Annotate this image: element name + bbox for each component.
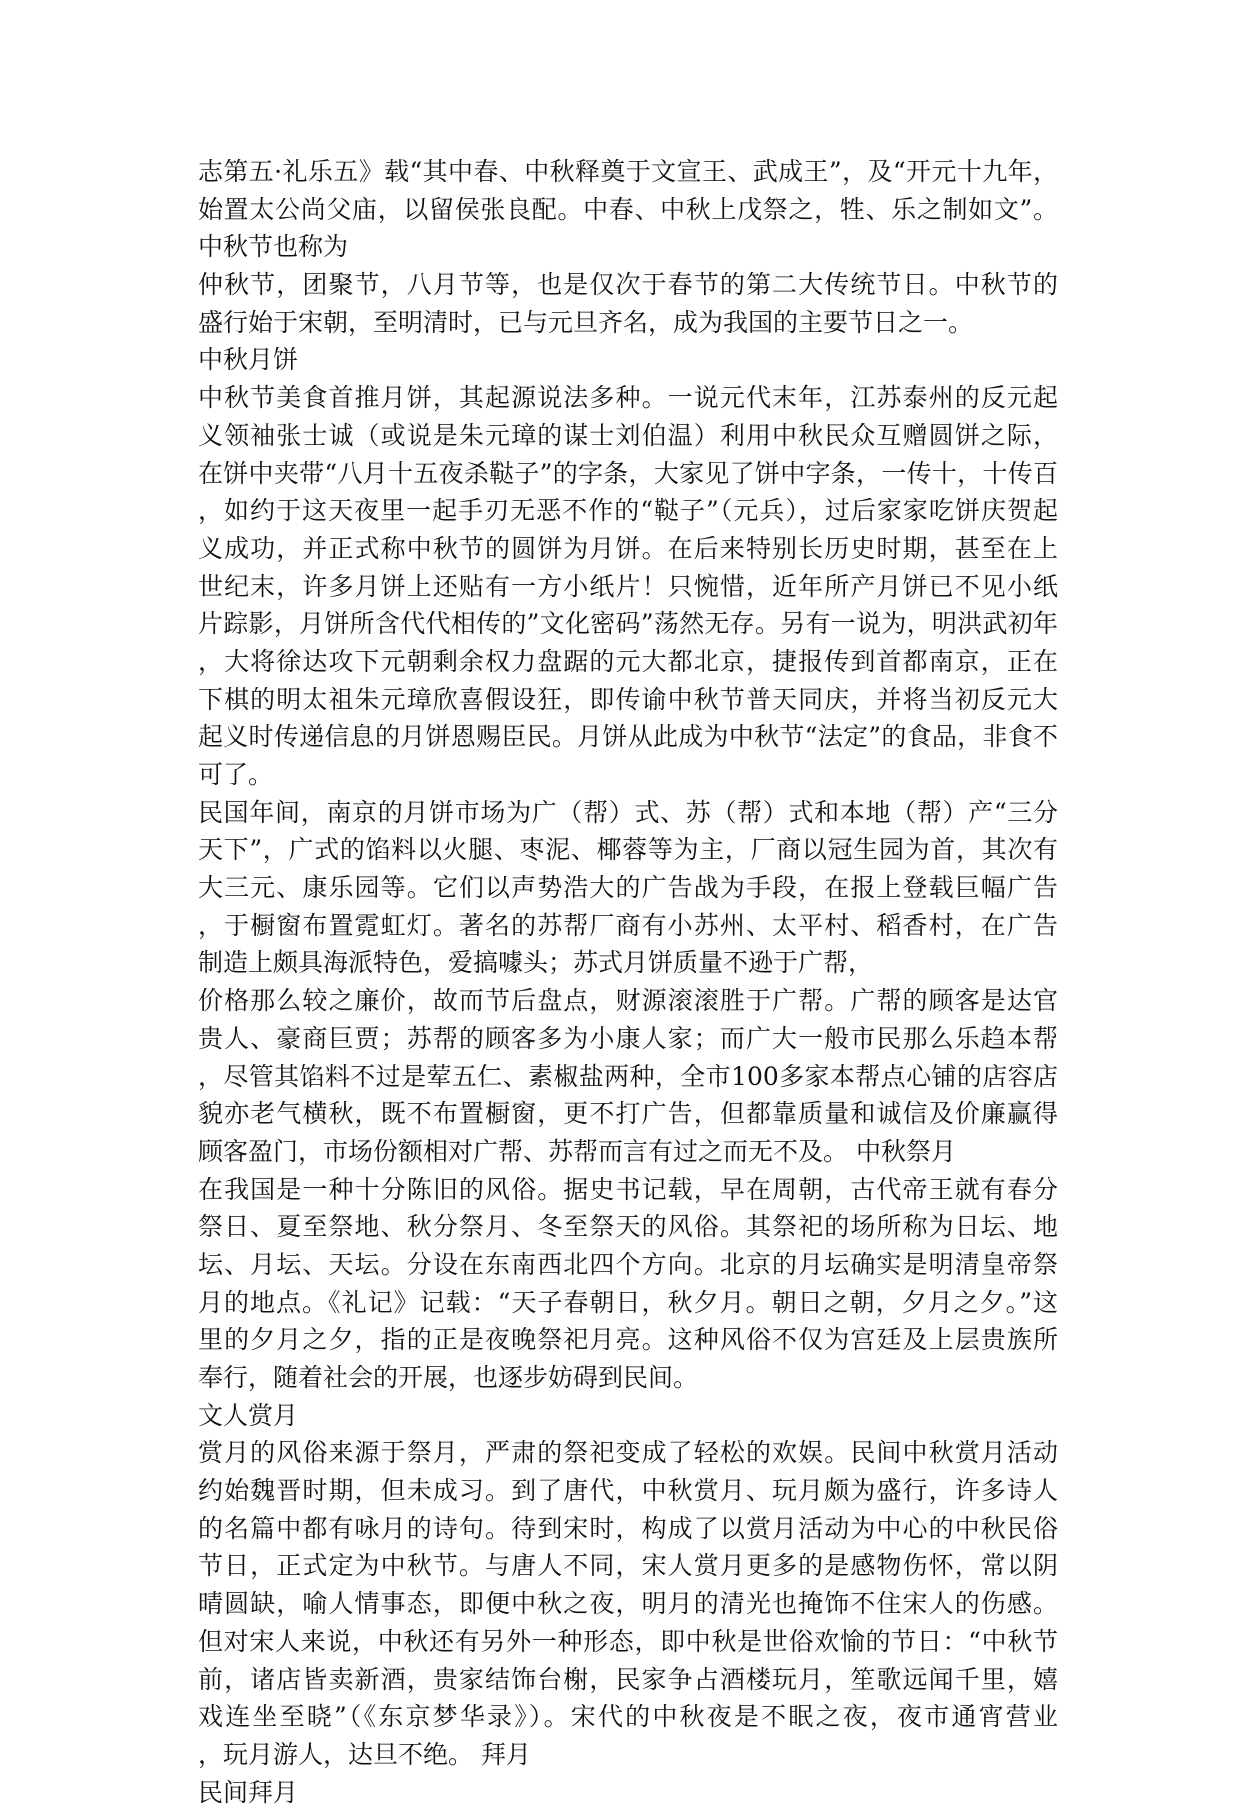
text-line: ，于橱窗布置霓虹灯。著名的苏帮厂商有小苏州、太平村、稻香村，在广告: [198, 910, 1058, 940]
text-line: 约始魏晋时期，但未成习。到了唐代，中秋赏月、玩月颇为盛行，许多诗人: [198, 1476, 1058, 1506]
text-line: 民国年间，南京的月饼市场为广（帮）式、苏（帮）式和本地（帮）产“三分: [198, 797, 1058, 827]
text-line: 天下”，广式的馅料以火腿、枣泥、椰蓉等为主，厂商以冠生园为首，其次有: [198, 835, 1058, 865]
text-line: 在饼中夹带“八月十五夜杀鞑子”的字条，大家见了饼中字条，一传十，十传百: [198, 458, 1058, 488]
text-line: 片踪影，月饼所含代代相传的”文化密码”荡然无存。另有一说为，明洪武初年: [198, 609, 1058, 639]
text-line: 贵人、豪商巨贾；苏帮的顾客多为小康人家；而广大一般市民那么乐趋本帮: [198, 1023, 1058, 1053]
text-line: ，如约于这天夜里一起手刃无恶不作的“鞑子”（元兵），过后家家吃饼庆贺起: [198, 496, 1058, 526]
text-line: 貌亦老气横秋，既不布置橱窗，更不打广告，但都靠质量和诚信及价廉赢得: [198, 1099, 1058, 1129]
text-line: 文人赏月: [198, 1400, 299, 1430]
text-line: 前，诸店皆卖新酒，贵家结饰台榭，民家争占酒楼玩月，笙歌远闻千里，嬉: [198, 1664, 1058, 1694]
text-line: ，大将徐达攻下元朝剩余权力盘踞的元大都北京，捷报传到首都南京，正在: [198, 646, 1058, 676]
text-line: 中秋月饼: [198, 345, 299, 375]
text-line: 里的夕月之夕，指的正是夜晚祭祀月亮。这种风俗不仅为宫廷及上层贵族所: [198, 1325, 1058, 1355]
text-line: 义领袖张士诚（或说是朱元璋的谋士刘伯温）利用中秋民众互赠圆饼之际，: [198, 420, 1058, 450]
text-line: 的名篇中都有咏月的诗句。待到宋时，构成了以赏月活动为中心的中秋民俗: [198, 1513, 1058, 1543]
text-line: 世纪末，许多月饼上还贴有一方小纸片！只惋惜，近年所产月饼已不见小纸: [198, 571, 1058, 601]
text-line: 戏连坐至晓”（《东京梦华录》）。宋代的中秋夜是不眠之夜，夜市通宵营业: [198, 1702, 1058, 1732]
text-line: 仲秋节，团聚节，八月节等，也是仅次于春节的第二大传统节日。中秋节的: [198, 270, 1058, 300]
text-line: 起义时传递信息的月饼恩赐臣民。月饼从此成为中秋节“法定”的食品，非食不: [198, 722, 1058, 752]
text-line: 始置太公尚父庙，以留侯张良配。中春、中秋上戊祭之，牲、乐之制如文”。: [198, 194, 1058, 224]
text-line: 义成功，并正式称中秋节的圆饼为月饼。在后来特别长历史时期，甚至在上: [198, 533, 1058, 563]
text-line: 但对宋人来说，中秋还有另外一种形态，即中秋是世俗欢愉的节日：“中秋节: [198, 1626, 1058, 1656]
text-line: ，尽管其馅料不过是荤五仁、素椒盐两种，全市100多家本帮点心铺的店容店: [198, 1061, 1058, 1091]
text-line: 盛行始于宋朝，至明清时，已与元旦齐名，成为我国的主要节日之一。: [198, 307, 974, 337]
text-line: 祭日、夏至祭地、秋分祭月、冬至祭天的风俗。其祭祀的场所称为日坛、地: [198, 1212, 1058, 1242]
text-line: ，玩月游人，达旦不绝。 拜月: [198, 1739, 531, 1769]
text-line: 坛、月坛、天坛。分设在东南西北四个方向。北京的月坛确实是明清皇帝祭: [198, 1249, 1058, 1279]
text-line: 志第五·礼乐五》载“其中春、中秋释奠于文宣王、武成王”，及“开元十九年，: [198, 157, 1058, 186]
text-line: 晴圆缺，喻人情事态，即便中秋之夜，明月的清光也掩饰不住宋人的伤感。: [198, 1589, 1058, 1619]
text-line: 节日，正式定为中秋节。与唐人不同，宋人赏月更多的是感物伤怀，常以阴: [198, 1551, 1058, 1581]
text-line: 中秋节美食首推月饼，其起源说法多种。一说元代末年，江苏泰州的反元起: [198, 383, 1058, 413]
text-line: 大三元、康乐园等。它们以声势浩大的广告战为手段，在报上登载巨幅广告: [198, 873, 1058, 903]
document-body: [198, 153, 1058, 1811]
text-line: 下棋的明太祖朱元璋欣喜假设狂，即传谕中秋节普天同庆，并将当初反元大: [198, 684, 1058, 714]
text-line: 赏月的风俗来源于祭月，严肃的祭祀变成了轻松的欢娱。民间中秋赏月活动: [198, 1438, 1058, 1468]
text-line: 可了。: [198, 760, 274, 789]
text-line: 价格那么较之廉价，故而节后盘点，财源滚滚胜于广帮。广帮的顾客是达官: [198, 986, 1058, 1016]
text-line: 中秋节也称为: [198, 232, 349, 262]
text-line: 在我国是一种十分陈旧的风俗。据史书记载，早在周朝，古代帝王就有春分: [198, 1174, 1058, 1204]
text-line: 民间拜月: [198, 1777, 299, 1807]
text-line: 月的地点。《礼记》记载：“天子春朝日，秋夕月。朝日之朝，夕月之夕。”这: [198, 1287, 1058, 1317]
text-line: 顾客盈门，市场份额相对广帮、苏帮而言有过之而无不及。 中秋祭月: [198, 1136, 956, 1166]
text-line: 制造上颇具海派特色，爱搞噱头；苏式月饼质量不逊于广帮，: [198, 948, 874, 978]
text-line: 奉行，随着社会的开展，也逐步妨碍到民间。: [198, 1363, 699, 1392]
